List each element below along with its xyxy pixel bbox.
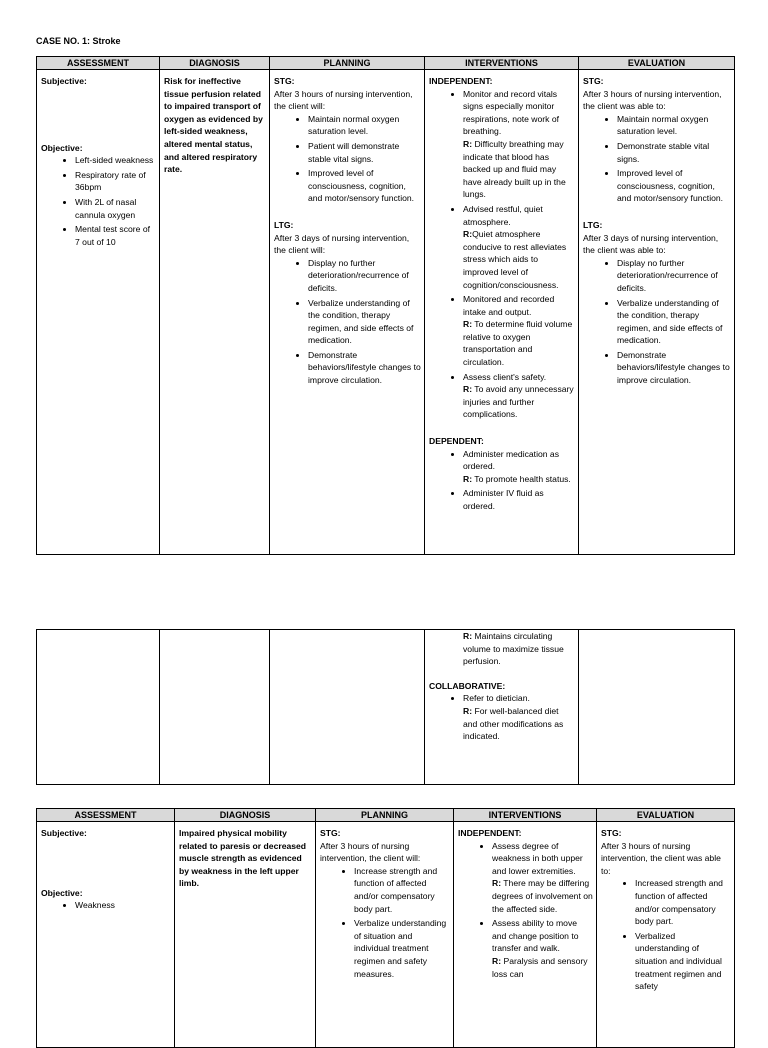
ltg-intro: After 3 days of nursing intervention, the client will: [274, 232, 410, 256]
rationale-text: To avoid any unnecessary injuries and further complications. [463, 384, 574, 420]
diagnosis-cell [160, 70, 270, 555]
rationale-text: To promote health status. [472, 473, 571, 484]
list-item: • Verbalized understanding of situation and individual treatment regimen and safety [635, 930, 731, 993]
rationale-text: For well-balanced diet and other modifications as indicated. [463, 705, 564, 742]
rationale-label: R: [463, 631, 473, 641]
rationale-label: R: [463, 473, 473, 484]
list-item: • Respiratory rate of 36bpm [75, 169, 156, 194]
independent-label: INDEPENDENT: [458, 828, 522, 838]
list-item: • Demonstrate behaviors/lifestyle changes to improve circulation. [308, 349, 421, 387]
objective-label: Objective: [41, 887, 83, 898]
list-item [463, 692, 575, 742]
header-planning: PLANNING [270, 57, 425, 70]
list-item: • Verbalize understanding of situation and individual treatment regimen and safety measures. [354, 917, 450, 980]
table-row [37, 630, 735, 785]
list-item: • Improved level of consciousness, cognition, and motor/sensory function. [617, 167, 731, 205]
subjective-label: Subjective: [41, 828, 87, 838]
intervention-action: Administer IV fluid as ordered. [463, 488, 544, 511]
interventions-cell [425, 70, 579, 555]
table-row [37, 70, 735, 555]
intervention-action: Assess client's safety. [463, 371, 547, 382]
header-evaluation: EVALUATION [579, 57, 735, 70]
list-item [463, 293, 575, 369]
list-item: • Maintain normal oxygen saturation level. [308, 113, 421, 138]
objective-label: Objective: [41, 142, 83, 153]
list-item [463, 448, 575, 486]
header-evaluation: EVALUATION [597, 809, 735, 822]
interventions-cell [454, 822, 597, 1048]
list-item [492, 840, 593, 916]
list-item: • Improved level of consciousness, cognition, and motor/sensory function. [308, 167, 421, 205]
rationale-text: To determine fluid volume relative to oxygen transportation and circulation. [463, 319, 573, 368]
list-item: • Display no further deterioration/recurrence of deficits. [308, 257, 421, 295]
rationale-label: R: [463, 384, 473, 395]
care-plan-table-1-continued [36, 629, 735, 785]
list-item: • Verbalize understanding of the condition, therapy regimen, and side effects of medication. [617, 297, 731, 347]
intervention-action: Refer to dietician. [463, 693, 530, 704]
diagnosis-text: Impaired physical mobility related to paresis or decreased muscle strength as evidenced by weakness in the left upper limb. [179, 828, 307, 889]
assessment-cell [37, 70, 160, 555]
stg-intro: After 3 hours of nursing intervention, the client was able to: [601, 840, 721, 876]
stg-label: STG: [601, 828, 622, 838]
list-item: • Maintain normal oxygen saturation level. [617, 113, 731, 138]
stg-intro: After 3 hours of nursing intervention, the client will: [320, 840, 421, 864]
subjective-label: Subjective: [41, 76, 87, 86]
rationale-label: R: [463, 229, 473, 240]
intervention-action: Monitored and recorded intake and output. [463, 294, 555, 317]
rationale-continued [429, 630, 575, 668]
stg-label: STG: [274, 76, 295, 86]
intervention-action: Administer medication as ordered. [463, 448, 560, 472]
stg-intro: After 3 hours of nursing intervention, the client will: [274, 88, 413, 112]
collaborative-label: COLLABORATIVE: [429, 680, 506, 691]
header-diagnosis: DIAGNOSIS [160, 57, 270, 70]
header-row [37, 57, 735, 70]
header-diagnosis: DIAGNOSIS [175, 809, 316, 822]
list-item: • With 2L of nasal cannula oxygen [75, 196, 156, 221]
rationale-label: R: [492, 878, 502, 889]
list-item: • Weakness [75, 899, 171, 912]
list-item: • Display no further deterioration/recurrence of deficits. [617, 257, 731, 295]
rationale-text: There may be differing degrees of involvement on the affected side. [492, 878, 593, 914]
header-assessment: ASSESSMENT [37, 57, 160, 70]
list-item: • Increased strength and function of affected and/or compensatory body part. [635, 877, 731, 927]
rationale-text: Difficulty breathing may indicate that blood has backed up and fluid may have already built up in the lungs. [463, 138, 566, 200]
interventions-cell [425, 630, 579, 785]
planning-cell [270, 70, 425, 555]
rationale-label: R: [463, 319, 473, 330]
header-row [37, 809, 735, 822]
planning-cell [270, 630, 425, 785]
intervention-action: Advised restful, quiet atmosphere. [463, 203, 543, 227]
list-item: • Demonstrate behaviors/lifestyle changes to improve circulation. [617, 349, 731, 387]
stg-label: STG: [583, 76, 604, 86]
assessment-cell [37, 630, 160, 785]
independent-label: INDEPENDENT: [429, 76, 493, 86]
intervention-action: Assess degree of weakness in both upper and lower extremities. [492, 840, 583, 876]
header-assessment: ASSESSMENT [37, 809, 175, 822]
intervention-action: Monitor and record vitals signs especially monitor respirations, note work of breathing. [463, 88, 560, 137]
list-item: • Left-sided weakness [75, 154, 156, 167]
ltg-intro: After 3 days of nursing intervention, the client was able to: [583, 232, 719, 256]
intervention-action: Assess ability to move and change position to transfer and walk. [492, 918, 579, 954]
care-plan-table-1 [36, 56, 735, 555]
ltg-label: LTG: [274, 219, 294, 230]
dependent-label: DEPENDENT: [429, 436, 484, 447]
list-item: • Patient will demonstrate stable vital signs. [308, 140, 421, 165]
list-item: • Demonstrate stable vital signs. [617, 140, 731, 165]
table-row [37, 822, 735, 1048]
evaluation-cell [579, 630, 735, 785]
stg-label: STG: [320, 828, 341, 838]
rationale-label: R: [463, 705, 473, 716]
care-plan-table-2 [36, 808, 735, 1048]
rationale-text: Paralysis and sensory loss can [492, 955, 588, 979]
diagnosis-text: Risk for ineffective tissue perfusion related to impaired transport of oxygen as evidenced by left-sided weakness, altered mental status, and altered respiratory rate. [164, 76, 263, 175]
header-interventions: INTERVENTIONS [425, 57, 579, 70]
rationale-text: Maintains circulating volume to maximize tissue perfusion. [463, 631, 564, 667]
rationale-label: R: [492, 955, 502, 966]
ltg-label: LTG: [583, 219, 603, 230]
list-item [463, 88, 575, 201]
diagnosis-cell [160, 630, 270, 785]
list-item [492, 917, 593, 980]
case-title: CASE NO. 1: Stroke [36, 36, 121, 46]
evaluation-cell [579, 70, 735, 555]
list-item: • Verbalize understanding of the condition, therapy regimen, and side effects of medication. [308, 297, 421, 347]
list-item: • Mental test score of 7 out of 10 [75, 223, 156, 248]
list-item [463, 371, 575, 421]
evaluation-cell [597, 822, 735, 1048]
header-planning: PLANNING [316, 809, 454, 822]
list-item: • Increase strength and function of affected and/or compensatory body part. [354, 865, 450, 915]
rationale-label: R: [463, 138, 473, 149]
rationale-text: Quiet atmosphere conducive to rest alleviates stress which aids to improved level of cognition/consciousness. [463, 229, 567, 290]
planning-cell [316, 822, 454, 1048]
header-interventions: INTERVENTIONS [454, 809, 597, 822]
list-item [463, 203, 575, 291]
list-item [463, 487, 575, 512]
assessment-cell [37, 822, 175, 1048]
stg-intro: After 3 hours of nursing intervention, the client was able to: [583, 88, 722, 112]
diagnosis-cell [175, 822, 316, 1048]
